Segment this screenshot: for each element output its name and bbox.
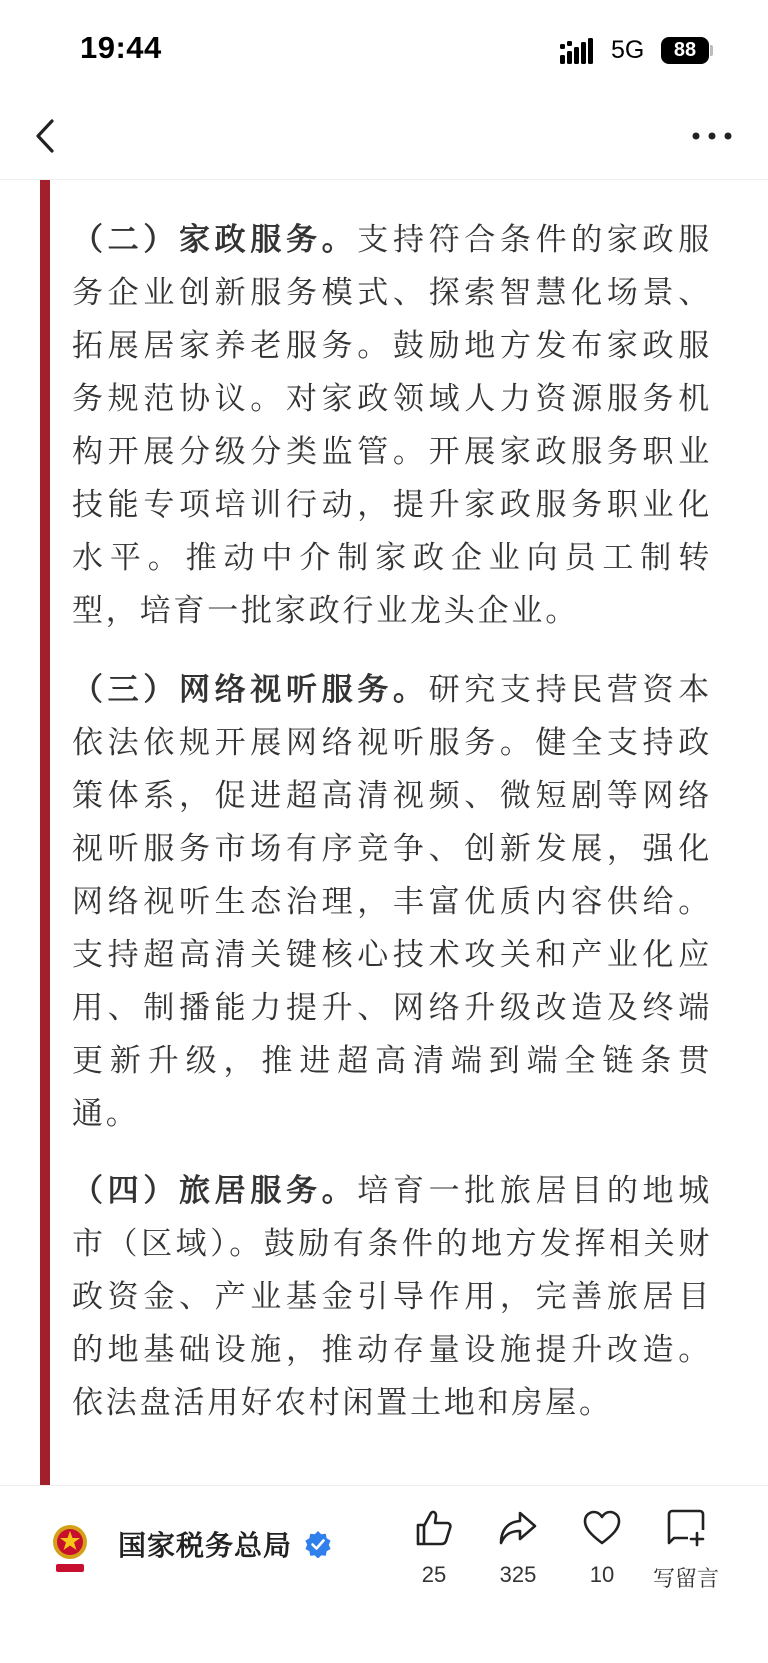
- favorite-button[interactable]: [566, 1508, 638, 1588]
- comment-label: 写留言: [652, 1566, 719, 1591]
- battery-level: 88: [661, 37, 709, 64]
- share-count: 325: [499, 1562, 537, 1587]
- like-count: 25: [421, 1562, 447, 1587]
- share-button[interactable]: [482, 1508, 554, 1588]
- heart-icon: [582, 1508, 622, 1548]
- paragraph-text: 研究支持民营资本依法依规开展网络视听服务。健全支持政策体系，促进超高清视频、微短剧等网络视听服务市场有序竞争、创新发展，强化网络视听生态治理，丰富优质内容供给。支持超高清关键核心技术攻关和产业化应用、制播能力提升、网络升级改造及终端更新升级，推进超高清端到端全链条贯通。: [72, 672, 713, 1132]
- tax-bureau-emblem-icon[interactable]: [48, 1522, 92, 1578]
- nav-bar: [0, 100, 768, 180]
- paragraph: [72, 664, 712, 1141]
- signal-icon: [560, 38, 600, 64]
- paragraph-heading: （三）网络视听服务。: [72, 672, 429, 708]
- status-time: 19:44: [80, 30, 162, 65]
- status-bar: [0, 0, 768, 100]
- comment-button[interactable]: [650, 1508, 722, 1593]
- network-type: 5G: [611, 36, 645, 64]
- share-icon: [498, 1508, 538, 1548]
- bottom-bar: [0, 1485, 768, 1663]
- like-button[interactable]: [398, 1508, 470, 1588]
- article-body: [0, 180, 768, 1485]
- back-button[interactable]: [28, 116, 68, 156]
- paragraph-heading: （四）旅居服务。: [72, 1173, 358, 1209]
- favorite-count: 10: [589, 1562, 615, 1587]
- more-button[interactable]: [688, 118, 736, 154]
- more-horizontal-icon: [688, 118, 736, 154]
- paragraph: [72, 1165, 712, 1430]
- paragraph-heading: （二）家政服务。: [72, 222, 358, 258]
- thumbs-up-icon: [414, 1508, 454, 1548]
- paragraph-text: 培育一批旅居目的地城市（区域）。鼓励有条件的地方发挥相关财政资金、产业基金引导作用，完善旅居目的地基础设施，推动存量设施提升改造。依法盘活用好农村闲置土地和房屋。: [72, 1173, 713, 1421]
- author-name[interactable]: 国家税务总局: [118, 1529, 293, 1562]
- battery-tip: [710, 45, 713, 56]
- paragraph: [72, 214, 712, 638]
- battery-icon: [661, 37, 713, 64]
- comment-plus-icon: [666, 1508, 706, 1548]
- verified-badge-icon: [304, 1530, 332, 1558]
- chevron-left-icon: [28, 116, 68, 156]
- paragraph-text: 支持符合条件的家政服务企业创新服务模式、探索智慧化场景、拓展居家养老服务。鼓励地方发布家政服务规范协议。对家政领域人力资源服务机构开展分级分类监管。开展家政服务职业技能专项培训行动，提升家政服务职业化水平。推动中介制家政企业向员工制转型，培育一批家政行业龙头企业。: [72, 222, 713, 629]
